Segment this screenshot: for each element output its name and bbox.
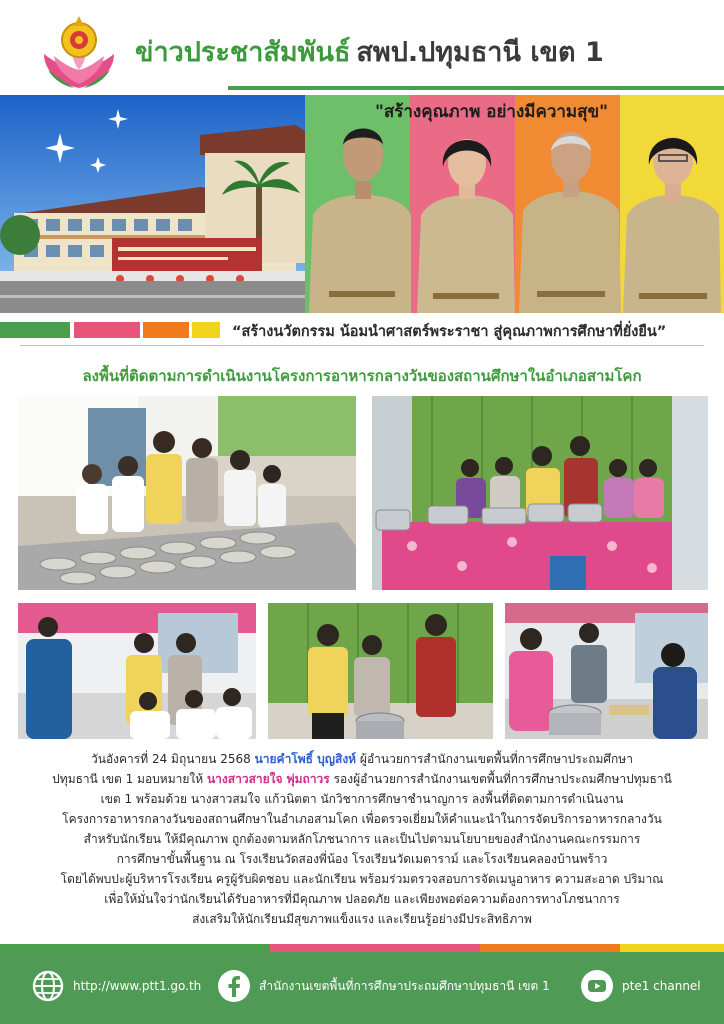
office-logo-icon (40, 10, 118, 90)
vision-slogan: “สร้างนวัตกรรม น้อมนำศาสตร์พระราชา สู่คุณภาพการศึกษาที่ยั่งยืน” (232, 324, 667, 340)
title-green: ข่าวประชาสัมพันธ์ (135, 37, 351, 68)
official-3 (519, 132, 621, 313)
body-line-6: การศึกษาขั้นพื้นฐาน ณ โรงเรียนวัดสองพี่น้อง โรงเรียนวัดเมตาราม์ และโรงเรียนคลองบ้านพร้าว (116, 852, 608, 866)
body-line-5: สำหรับนักเรียน ให้มีคุณภาพ ถูกต้องตามหลักโภชนาการ และเป็นไปตามนโยบายของสำนักงานคณะกรรมการ (83, 832, 641, 846)
header-divider (228, 86, 724, 90)
body-line-2: ปทุมธานี เขต 1 มอบหมายให้ นางสาวสายใจ พุ่มถาวร รองผู้อำนวยการสำนักงานเขตพื้นที่การศึกษาประถมศึกษาปทุมธานี (52, 772, 672, 786)
facebook-icon (218, 970, 250, 1002)
body-line-3: เขต 1 พร้อมด้วย นางสาวสมใจ แก้วนิตตา นักวิชาการศึกษาชำนาญการ ลงพื้นที่ติดตามการดำเนินงาน (100, 792, 624, 806)
globe-icon (32, 970, 64, 1002)
news-body (20, 749, 704, 929)
youtube-icon (581, 970, 613, 1002)
footer (0, 952, 724, 1024)
photo-students-eating (18, 603, 256, 739)
body-line-1: วันอังคารที่ 24 มิถุนายน 2568 นายคำโพธิ์ บุญสิงห์ ผู้อำนวยการสำนักงานเขตพื้นที่การศึกษาประถมศึกษา (91, 752, 633, 766)
body-line-7: โดยได้พบปะผู้บริหารโรงเรียน ครูผู้รับผิดชอบ และนักเรียน พร้อมร่วมตรวจสอบการจัดเมนูอาหาร ความสะอาด ปริมาณ (60, 872, 664, 886)
body-line-8: เพื่อให้มั่นใจว่านักเรียนได้รับอาหารที่มีคุณภาพ ปลอดภัย และเพียงพอต่อความต้องการทางโภชนาการ (104, 892, 620, 906)
banner (0, 95, 724, 313)
banner-slogan: "สร้างคุณภาพ อย่างมีความสุข" (375, 102, 608, 122)
footer-website[interactable] (32, 970, 201, 1002)
official-4 (623, 137, 721, 313)
footer-youtube[interactable] (581, 970, 701, 1002)
page-title (135, 30, 604, 73)
officials-photo (305, 95, 724, 313)
photo-serving-food-pot (268, 603, 493, 739)
school-building-photo (0, 95, 305, 313)
official-2 (417, 139, 515, 313)
photo-teachers-food-table (372, 396, 708, 590)
body-line-4: โครงการอาหารกลางวันของสถานศึกษาในอำเภอสามโคก เพื่อตรวจเยี่ยมให้คำแนะนำในการจัดบริการอาหารกลางวัน (62, 812, 662, 826)
youtube-channel-name: pte1 channel (622, 979, 701, 993)
photo-students-lunch-trays (18, 396, 356, 590)
slogan-divider (20, 345, 704, 346)
director-name: นายคำโพธิ์ บุญสิงห์ (254, 752, 357, 766)
official-1 (309, 129, 411, 314)
body-line-9: ส่งเสริมให้นักเรียนมีสุขภาพแข็งแรง และเรียนรู้อย่างมีประสิทธิภาพ (192, 912, 532, 926)
news-headline: ลงพื้นที่ติดตามการดำเนินงานโครงการอาหารกลางวันของสถานศึกษาในอำเภอสามโคก (82, 367, 642, 385)
title-office: สพป.ปทุมธานี เขต 1 (356, 37, 604, 68)
header (0, 0, 724, 95)
photo-teacher-student-meal (505, 603, 708, 739)
deputy-director-name: นางสาวสายใจ พุ่มถาวร (206, 772, 330, 786)
website-url: http://www.ptt1.go.th (73, 979, 202, 993)
footer-facebook[interactable] (218, 970, 550, 1002)
facebook-page-name: สำนักงานเขตพื้นที่การศึกษาประถมศึกษาปทุมธานี เขต 1 (259, 978, 550, 993)
